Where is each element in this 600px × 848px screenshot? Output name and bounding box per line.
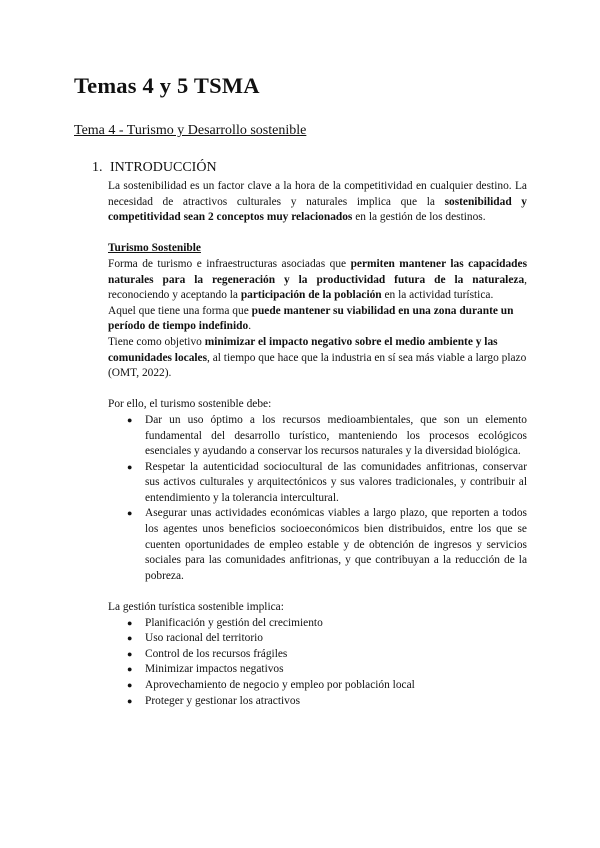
- turismo-p1-text: Forma de turismo e infraestructuras asociadas que: [108, 257, 351, 270]
- list-item: [108, 694, 527, 710]
- turismo-p2-bold: puede mantener su viabilidad en una zona durante un período de tiempo indefinido: [108, 304, 514, 333]
- turismo-paragraph-1: [108, 257, 527, 304]
- document-title: Temas 4 y 5 TSMA: [74, 73, 260, 98]
- debe-list: [108, 413, 527, 585]
- intro-text: La sostenibilidad es un factor clave a la hora de la competitividad en cualquier destino. La necesidad de atractivos culturales y naturales implica que la: [108, 180, 527, 208]
- intro-paragraph: [108, 179, 527, 226]
- gestion-lead: La gestión turística sostenible implica:: [108, 601, 284, 614]
- list-item-text: Uso racional del territorio: [145, 632, 263, 645]
- turismo-p2-text-2: .: [248, 320, 252, 333]
- list-item: [108, 616, 527, 632]
- list-item-text: Respetar la autenticidad sociocultural de las comunidades anfitrionas, conservar sus activos culturales y arquitectónicos y sus valores tradicionales, y contribuir al entendimiento y la tolerancia intercultural.: [145, 460, 527, 504]
- debe-lead: Por ello, el turismo sostenible debe:: [108, 398, 272, 411]
- topic-subtitle: Tema 4 - Turismo y Desarrollo sostenible: [74, 123, 307, 138]
- turismo-sostenible-heading: Turismo Sostenible: [108, 242, 201, 255]
- bullet-icon: ●: [127, 508, 133, 519]
- turismo-p1-bold-2: participación de la población: [240, 289, 382, 302]
- list-item-text: Control de los recursos frágiles: [145, 647, 288, 660]
- turismo-p3-text-2: , al tiempo que hace que la industria en sí sea más viable a largo plazo (OMT, 2022).: [108, 351, 527, 380]
- bullet-icon: ●: [127, 648, 133, 659]
- list-item: [108, 662, 527, 678]
- bullet-icon: ●: [127, 664, 133, 675]
- bullet-icon: ●: [127, 414, 133, 425]
- turismo-p1-bold: permiten mantener las capacidades naturales para la regeneración y la productividad futura de la naturaleza: [108, 257, 528, 286]
- section-title: INTRODUCCIÓN: [110, 160, 217, 175]
- list-item-text: Aprovechamiento de negocio y empleo por población local: [145, 679, 415, 691]
- list-item-text: Proteger y gestionar los atractivos: [145, 694, 300, 707]
- section-number: 1.: [92, 160, 103, 175]
- document-body: [108, 179, 527, 709]
- turismo-p1-text-2: , reconociendo y aceptando la: [108, 273, 527, 302]
- bullet-icon: ●: [127, 695, 133, 706]
- list-item-text: Minimizar impactos negativos: [145, 663, 284, 676]
- list-item: [108, 678, 527, 694]
- list-item-text: Planificación y gestión del crecimiento: [145, 616, 323, 629]
- turismo-paragraph-3: [108, 335, 527, 382]
- list-item: [108, 506, 527, 584]
- list-item: [108, 413, 527, 460]
- intro-bold: sostenibilidad y competitividad sean 2 conceptos muy relacionados: [108, 195, 527, 224]
- gestion-list: [108, 616, 527, 710]
- bullet-icon: ●: [127, 461, 133, 472]
- turismo-p3-bold: minimizar el impacto negativo sobre el medio ambiente y las comunidades locales: [108, 335, 498, 364]
- list-item: [108, 460, 527, 507]
- intro-text-end: en la gestión de los destinos.: [352, 211, 486, 224]
- turismo-paragraph-2: [108, 304, 527, 335]
- list-item: [108, 647, 527, 663]
- list-item-text: Dar un uso óptimo a los recursos medioambientales, que son un elemento fundamental del desarrollo turístico, manteniendo los procesos ecológicos esenciales y ayudando a conservar los recursos naturales y la diversidad biológica.: [145, 413, 527, 458]
- list-item: [108, 631, 527, 647]
- bullet-icon: ●: [127, 617, 133, 628]
- bullet-icon: ●: [127, 633, 133, 644]
- turismo-p2-text: Aquel que tiene una forma que: [108, 304, 252, 317]
- turismo-p3-text: Tiene como objetivo: [108, 335, 205, 348]
- turismo-p1-text-3: en la actividad turística.: [381, 289, 494, 302]
- list-item-text: Asegurar unas actividades económicas viables a largo plazo, que reporten a todos los agentes unos beneficios socioeconómicos bien distribuidos, entre los que se cuenten oportunidades de empleo estable y de obtención de ingresos y servicios sociales para las comunidades anfitrionas, y que contribuyan a la reducción de la pobreza.: [145, 507, 527, 582]
- bullet-icon: ●: [127, 680, 133, 690]
- section-heading: [92, 160, 217, 176]
